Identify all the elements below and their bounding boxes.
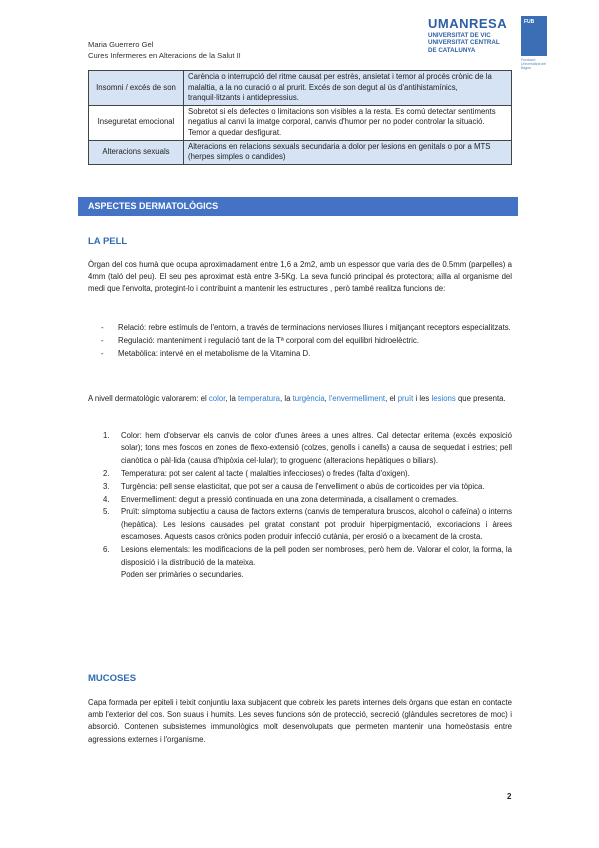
table-key: Alteracions sexuals	[89, 140, 184, 164]
item-text: Turgència: pell sense elasticitat, que pot ser a causa de l'envelliment o abús de corticoides per via tòpica.	[121, 481, 485, 491]
item-number: 1.	[103, 431, 110, 440]
logo-line-1: UNIVERSITAT DE VIC	[428, 32, 491, 39]
item-number: 4.	[103, 494, 110, 504]
assess-sep: , la	[280, 394, 293, 403]
table-row	[89, 140, 512, 164]
item-number: 5.	[103, 507, 110, 517]
table-row	[89, 105, 512, 140]
assess-sep: ,	[324, 394, 330, 403]
list-item	[103, 544, 512, 581]
item-number: 3.	[103, 481, 110, 491]
list-item-text: Regulació: manteniment i regulació tant de la Tª corporal com del equilibri hidroelèctric.	[118, 336, 419, 346]
list-item-text: Relació: rebre estímuls de l'entorn, a través de terminacions nervioses lliures i mitjançant receptors especialitzats.	[118, 323, 511, 332]
assess-sep: i les	[413, 394, 432, 403]
term-pruit: pruït	[397, 394, 414, 403]
list-item	[103, 481, 512, 493]
item-text: Pruït: símptoma subjectiu a causa de factors externs (canvis de temperatura bruscos, alcohol o cafeïna) o interns (hepàtica). Les lesions causades pel gratat constant pot produir hiperpigmentació, excoriacions i àrees escamoses. Aquests casos crònics poden produir infecció cutània, per erosió o a ixecament de la crosta.	[121, 507, 512, 542]
university-logo	[428, 16, 548, 70]
term-lesions: lesions	[431, 394, 456, 403]
list-item	[101, 322, 512, 334]
table-value: Alteracions en relacions sexuals secundaria a dolor per lesions en genitals o por a MTS (herpes simples o candides)	[184, 140, 512, 164]
course-name: Cures Infermeres en Alteracions de la Salut II	[88, 51, 241, 60]
assess-sep: , el	[385, 394, 398, 403]
list-item	[103, 506, 512, 543]
bullet: -	[101, 349, 104, 359]
item-text: Lesions elementals: les modificacions de la pell poden ser nombroses, però hem de. Valorar el color, la forma, la disposició i la distribució de la mateixa.	[121, 545, 512, 567]
table-key: Insomni / excés de son	[89, 71, 184, 106]
heading-mucoses: MUCOSES	[88, 673, 137, 684]
assess-sep: , la	[225, 394, 238, 403]
document-header	[88, 39, 241, 61]
term-envermelliment: l'envermelliment	[329, 394, 386, 403]
item-number: 2.	[103, 468, 110, 478]
bullet: -	[101, 323, 104, 332]
assess-text: A nivell dermatològic valorarem: el	[88, 394, 209, 403]
term-turgencia: turgència	[292, 394, 325, 403]
bullet: -	[101, 336, 104, 346]
fub-logo-box	[521, 16, 547, 56]
list-item-text: Metabòlica: intervé en el metabolisme de la Vitamina D.	[118, 349, 311, 359]
mucoses-text: Capa formada per epiteli i teixit conjuntiu laxa subjacent que cobreix les parets internes dels òrgans que estan en contacte amb l'exterior del cos. Son suaus i humits. Les seves funcions són de protecció, secreció (glàndules secretores de moc) i absorció. Contenen subsistemes immunològics molt desenvolupats que permeten mantenir una homeòstasis entre agressions externes i l'organisme.	[88, 698, 512, 744]
heading-pell: LA PELL	[88, 236, 128, 247]
section-banner: ASPECTES DERMATOLÒGICS	[78, 197, 518, 216]
pell-intro: Òrgan del cos humà que ocupa aproximadament entre 1,6 a 2m2, amb un espessor que varia des de 0.5mm (parpelles) a 4mm (taló del peu). El seu pes aproximat està entre 3-5Kg. La seva funció principal és protectora; aïlla al organisme del medi que l'envolta, protegint-lo i contribuint a mantenir les estructures , però també realitza funcions de:	[88, 260, 512, 294]
list-item	[101, 335, 512, 347]
logo-line-3: DE CATALUNYA	[428, 46, 476, 54]
fub-logo-caption: Fundació Universitària del Bages	[521, 58, 547, 70]
item-extra-text: Poden ser primàries o secundaries.	[121, 569, 244, 579]
term-color: color	[208, 394, 226, 403]
symptom-table	[88, 70, 512, 165]
table-key: Inseguretat emocional	[89, 105, 184, 140]
author-name: Maria Guerrero Gel	[88, 40, 154, 49]
fub-logo-text: FUB	[524, 19, 535, 25]
logo-line-2: UNIVERSITAT CENTRAL	[428, 39, 500, 47]
item-text: Envermelliment: degut a pressió continuada en una zona determinada, a cisallament o cremades.	[121, 494, 459, 504]
assessment-list	[103, 430, 512, 582]
logo-subtitle	[428, 32, 500, 54]
assessment-intro	[88, 393, 512, 405]
item-number: 6.	[103, 545, 110, 555]
list-item	[101, 348, 512, 360]
table-value: Carència o interrupció del ritme causat per estrès, ansietat i temor al procés crònic de la malaltia, a la no curació o al prurit. Excés de son degut al ús d'antihistamínics, tranquil·litzants i antidepressius.	[184, 71, 512, 106]
function-list	[101, 322, 512, 362]
assess-text: que presenta.	[455, 394, 506, 403]
table-row	[89, 71, 512, 106]
table-value: Sobretot si els defectes o limitacions son visibles a la resta. Es comú detectar sentiments negatius al canvi la imatge corporal, canvis d'humor per no poder controlar la situació. Temor a quedar desfigurat.	[184, 105, 512, 140]
item-text: Color: hem d'observar els canvis de color d'unes àrees a unes altres. Cal detectar eritema (excés exposició solar); tons mes foscos en zones de flexo-extensió (colzes, genolls i canells) a causa de sequedat i estries; pell cianòtica o pàl·lida (causa d'hipòxia cel·lular); to groguenc (alteracions hepàtiques o biliars).	[121, 431, 512, 465]
page-number: 2	[507, 792, 512, 801]
logo-brand: UMANRESA	[428, 16, 508, 31]
term-temperatura: temperatura	[237, 394, 281, 403]
list-item	[103, 468, 512, 480]
item-text: Temperatura: pot ser calent al tacte ( malalties infeccioses) o fredes (falta d'oxigen).	[121, 468, 410, 478]
list-item	[103, 430, 512, 467]
list-item	[103, 494, 512, 506]
